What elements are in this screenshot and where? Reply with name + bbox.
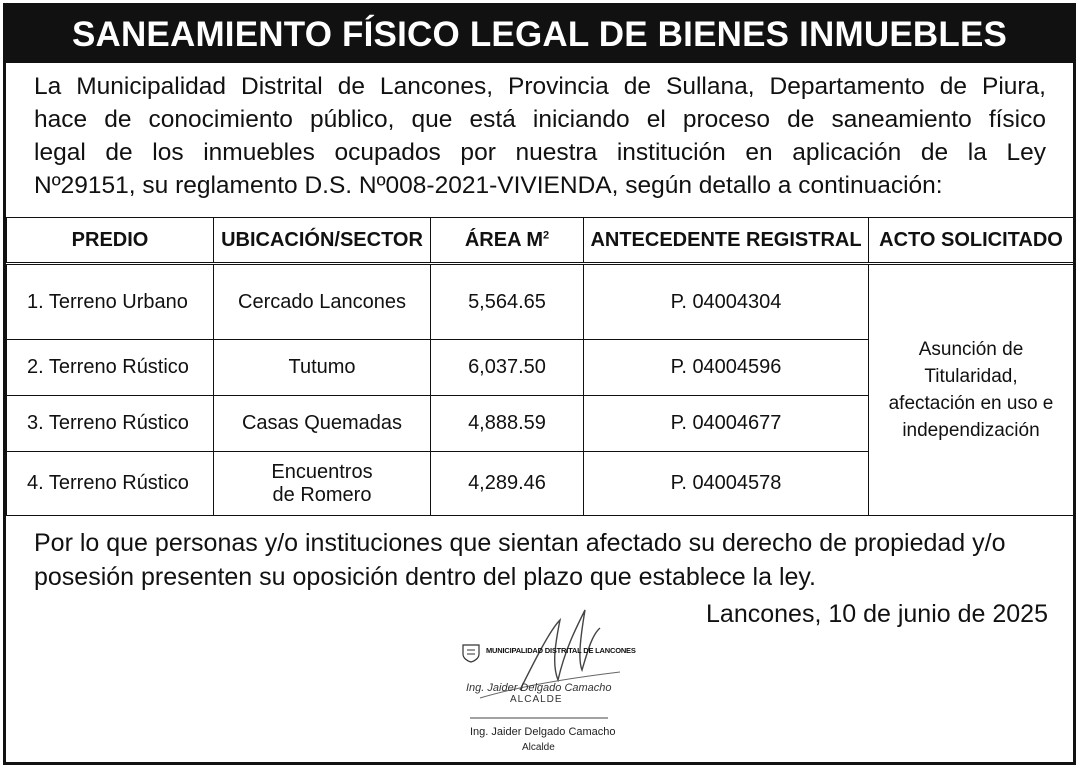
properties-table: [6, 217, 1074, 516]
header-acto: ACTO SOLICITADO: [869, 218, 1074, 264]
closing-line: Por lo que personas y/o instituciones que sientan afectado su derecho de propiedad y/o: [34, 529, 1006, 557]
signature-name: Ing. Jaider Delgado Camacho: [470, 726, 616, 738]
acto-line: afectación en uso e: [888, 393, 1054, 414]
cell-antecedente: P. 04004596: [584, 340, 869, 396]
table-header-row: [7, 218, 1074, 264]
cell-area: 4,888.59: [431, 396, 584, 452]
closing-paragraph: [34, 526, 1046, 594]
header-antecedente: ANTECEDENTE REGISTRAL: [584, 218, 869, 264]
place-date: Lancones, 10 de junio de 2025: [706, 600, 1048, 628]
cell-ubicacion: [214, 452, 431, 516]
intro-line: legal de los inmuebles ocupados por nuestra institución en aplicación de la Ley: [34, 139, 1046, 166]
acto-line: Asunción de: [918, 339, 1024, 360]
intro-line: La Municipalidad Distrital de Lancones, Provincia de Sullana, Departamento de Piura,: [34, 73, 1046, 100]
seal-text: MUNICIPALIDAD DISTRITAL DE LANCONES: [486, 646, 636, 655]
cell-area: 6,037.50: [431, 340, 584, 396]
table-row: [7, 264, 1074, 340]
intro-line: hace de conocimiento público, que está iniciando el proceso de saneamiento físico: [34, 106, 1046, 133]
acto-line: Titularidad,: [924, 366, 1018, 387]
cell-predio: 4. Terreno Rústico: [7, 452, 214, 516]
header-predio: PREDIO: [7, 218, 214, 264]
intro-line: Nº29151, su reglamento D.S. Nº008-2021-VIVIENDA, según detallo a continuación:: [34, 172, 943, 199]
cell-area: 5,564.65: [431, 264, 584, 340]
ubicacion-line: de Romero: [272, 483, 372, 506]
signature-role-script: ALCALDE: [510, 694, 563, 705]
intro-paragraph: [34, 70, 1046, 202]
cell-ubicacion: Cercado Lancones: [214, 264, 431, 340]
header-area-superscript: 2: [543, 228, 550, 241]
signature-role: Alcalde: [522, 742, 555, 753]
cell-predio: 1. Terreno Urbano: [7, 264, 214, 340]
cell-ubicacion: Casas Quemadas: [214, 396, 431, 452]
cell-predio: 2. Terreno Rústico: [7, 340, 214, 396]
acto-line: independización: [902, 420, 1040, 441]
closing-line: posesión presenten su oposición dentro del plazo que establece la ley.: [34, 563, 817, 591]
header-area-label: ÁREA M: [464, 228, 544, 251]
cell-antecedente: P. 04004677: [584, 396, 869, 452]
header-area: [431, 218, 584, 264]
cell-antecedente: P. 04004304: [584, 264, 869, 340]
ubicacion-line: Encuentros: [271, 460, 373, 483]
cell-antecedente: P. 04004578: [584, 452, 869, 516]
cell-area: 4,289.46: [431, 452, 584, 516]
shield-icon: [460, 643, 482, 663]
notice-title: SANEAMIENTO FÍSICO LEGAL DE BIENES INMUEBLES: [6, 6, 1073, 63]
cell-acto-solicitado: [869, 264, 1074, 516]
cell-ubicacion: Tutumo: [214, 340, 431, 396]
cell-predio: 3. Terreno Rústico: [7, 396, 214, 452]
signature-name-script: Ing. Jaider Delgado Camacho: [466, 682, 612, 694]
header-ubicacion: UBICACIÓN/SECTOR: [214, 218, 431, 264]
